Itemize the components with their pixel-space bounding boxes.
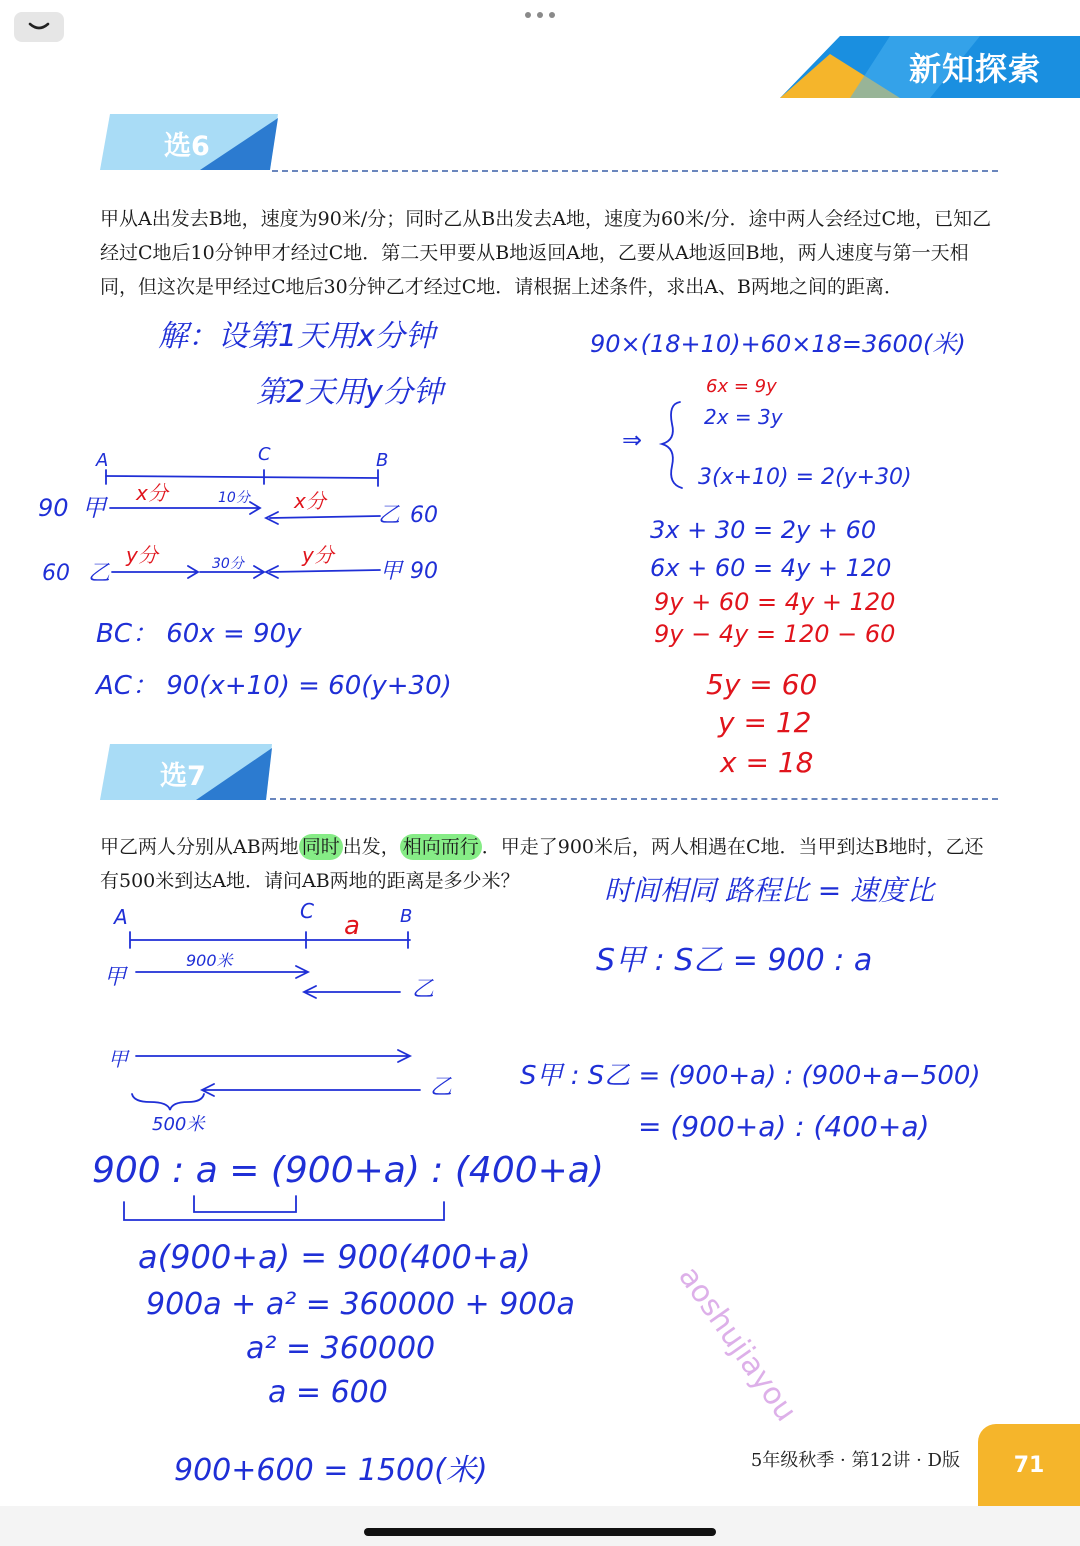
hand-system-line: 6x = 9y [706,376,777,397]
hand-point-c: C [258,444,271,465]
hand-ac-equation: AC： 90(x+10) = 60(y+30) [96,671,452,701]
hand-person: 乙 [88,561,111,586]
problem-text-part: 出发， [342,836,400,858]
hand-segment-a: a [344,911,360,941]
hand-person: 乙 [378,503,401,528]
hand-person: 甲 [380,559,403,584]
problem-text-part: ．甲走了900米后，两人相遇在C地．当甲到达B地时，乙还有500米到达A地．请问AB两地的距离是多少米？ [100,836,984,892]
hand-bc-equation: BC： 60x = 90y [96,619,302,649]
hand-implies: ⇒ [622,426,643,454]
hand-system-line: 3(x+10) = 2(y+30) [698,465,912,490]
hand-time-label: x分 [294,489,326,513]
hand-point-b: B [400,906,413,927]
hand-time-label: 10分 [218,490,250,506]
hand-system-line: 2x = 3y [704,405,783,429]
hand-equation: a = 600 [268,1375,388,1410]
home-indicator[interactable] [364,1528,716,1536]
hand-answer-line2: 第2天用y分钟 [256,375,443,410]
watermark-text: aoshujiayou [671,1260,804,1428]
hand-step: 9y − 4y = 120 − 60 [654,620,896,648]
highlight-opposite-directions: 相向而行 [400,834,482,860]
hand-equation: 900 : a = (900+a) : (400+a) [92,1150,604,1191]
hand-equation: 900a + a² = 360000 + 900a [146,1287,575,1322]
page-number: 71 [1013,1452,1045,1478]
hand-point-a: A [96,450,109,471]
hand-ratio1: S甲 : S乙 = 900 : a [596,943,873,978]
hand-person: 乙 [430,1075,453,1100]
hand-equation: a(900+a) = 900(400+a) [138,1238,531,1276]
hand-step: 3x + 30 = 2y + 60 [650,516,877,544]
hand-answer-line1: 解：设第1天用x分钟 [158,319,435,354]
hand-point-b: B [376,450,389,471]
header-title: 新知探索 [908,50,1041,88]
footer-course-label: 5年级秋季 · 第12讲 · D版 [750,1450,960,1471]
hand-person: 甲 [104,965,127,990]
hand-time-label: y分 [302,543,334,567]
hand-point-c: C [300,899,314,923]
hand-time-label: y分 [126,543,158,567]
section-label-6: 选6 [164,131,210,162]
hand-step: y = 12 [718,706,812,739]
hand-step: 5y = 60 [706,668,818,701]
hand-time-label: x分 [136,481,168,505]
problem-text-part: 甲乙两人分别从AB两地 [100,836,299,858]
hand-speed: 60 [42,561,70,586]
problem-text-6: 甲从A出发去B地，速度为90米/分；同时乙从B出发去A地，速度为60米/分．途中两人会经过C地，已知乙经过C地后10分钟甲才经过C地．第二天甲要从B地返回A地，乙要从A地返回B地，两人速度与第一天相同，但这次是甲经过C地后30分钟乙才经过C地．请根据上述条件，求出A、B两地之间的距离． [100,208,992,298]
hand-step: 9y + 60 = 4y + 120 [654,588,896,616]
page-number-tab [978,1424,1080,1506]
hand-ratio2: S甲 : S乙 = (900+a) : (900+a−500) [520,1061,981,1091]
hand-same-time-note: 时间相同 路程比 = 速度比 [604,874,935,907]
hand-total: 90×(18+10)+60×18=3600(米) [590,330,966,358]
hand-step: x = 18 [720,746,814,779]
highlight-same-time: 同时 [299,834,343,860]
hand-person: 甲 [108,1047,128,1071]
hand-point-a: A [114,905,128,929]
hand-step: 6x + 60 = 4y + 120 [650,554,892,582]
hand-time-label: 30分 [212,556,244,572]
hand-ratio3: = (900+a) : (400+a) [638,1110,930,1143]
hand-speed: 60 [410,503,438,528]
hand-equation: a² = 360000 [246,1331,436,1366]
hand-distance-label: 500米 [152,1114,205,1135]
hand-person: 乙 [412,977,435,1002]
hand-speed: 90 [410,559,438,584]
hand-person: 甲 [82,494,106,522]
hand-final-answer: 900+600 = 1500(米) [174,1453,488,1488]
section-label-7: 选7 [160,761,206,792]
hand-distance-label: 900米 [186,951,233,970]
hand-speed: 90 [38,494,69,522]
